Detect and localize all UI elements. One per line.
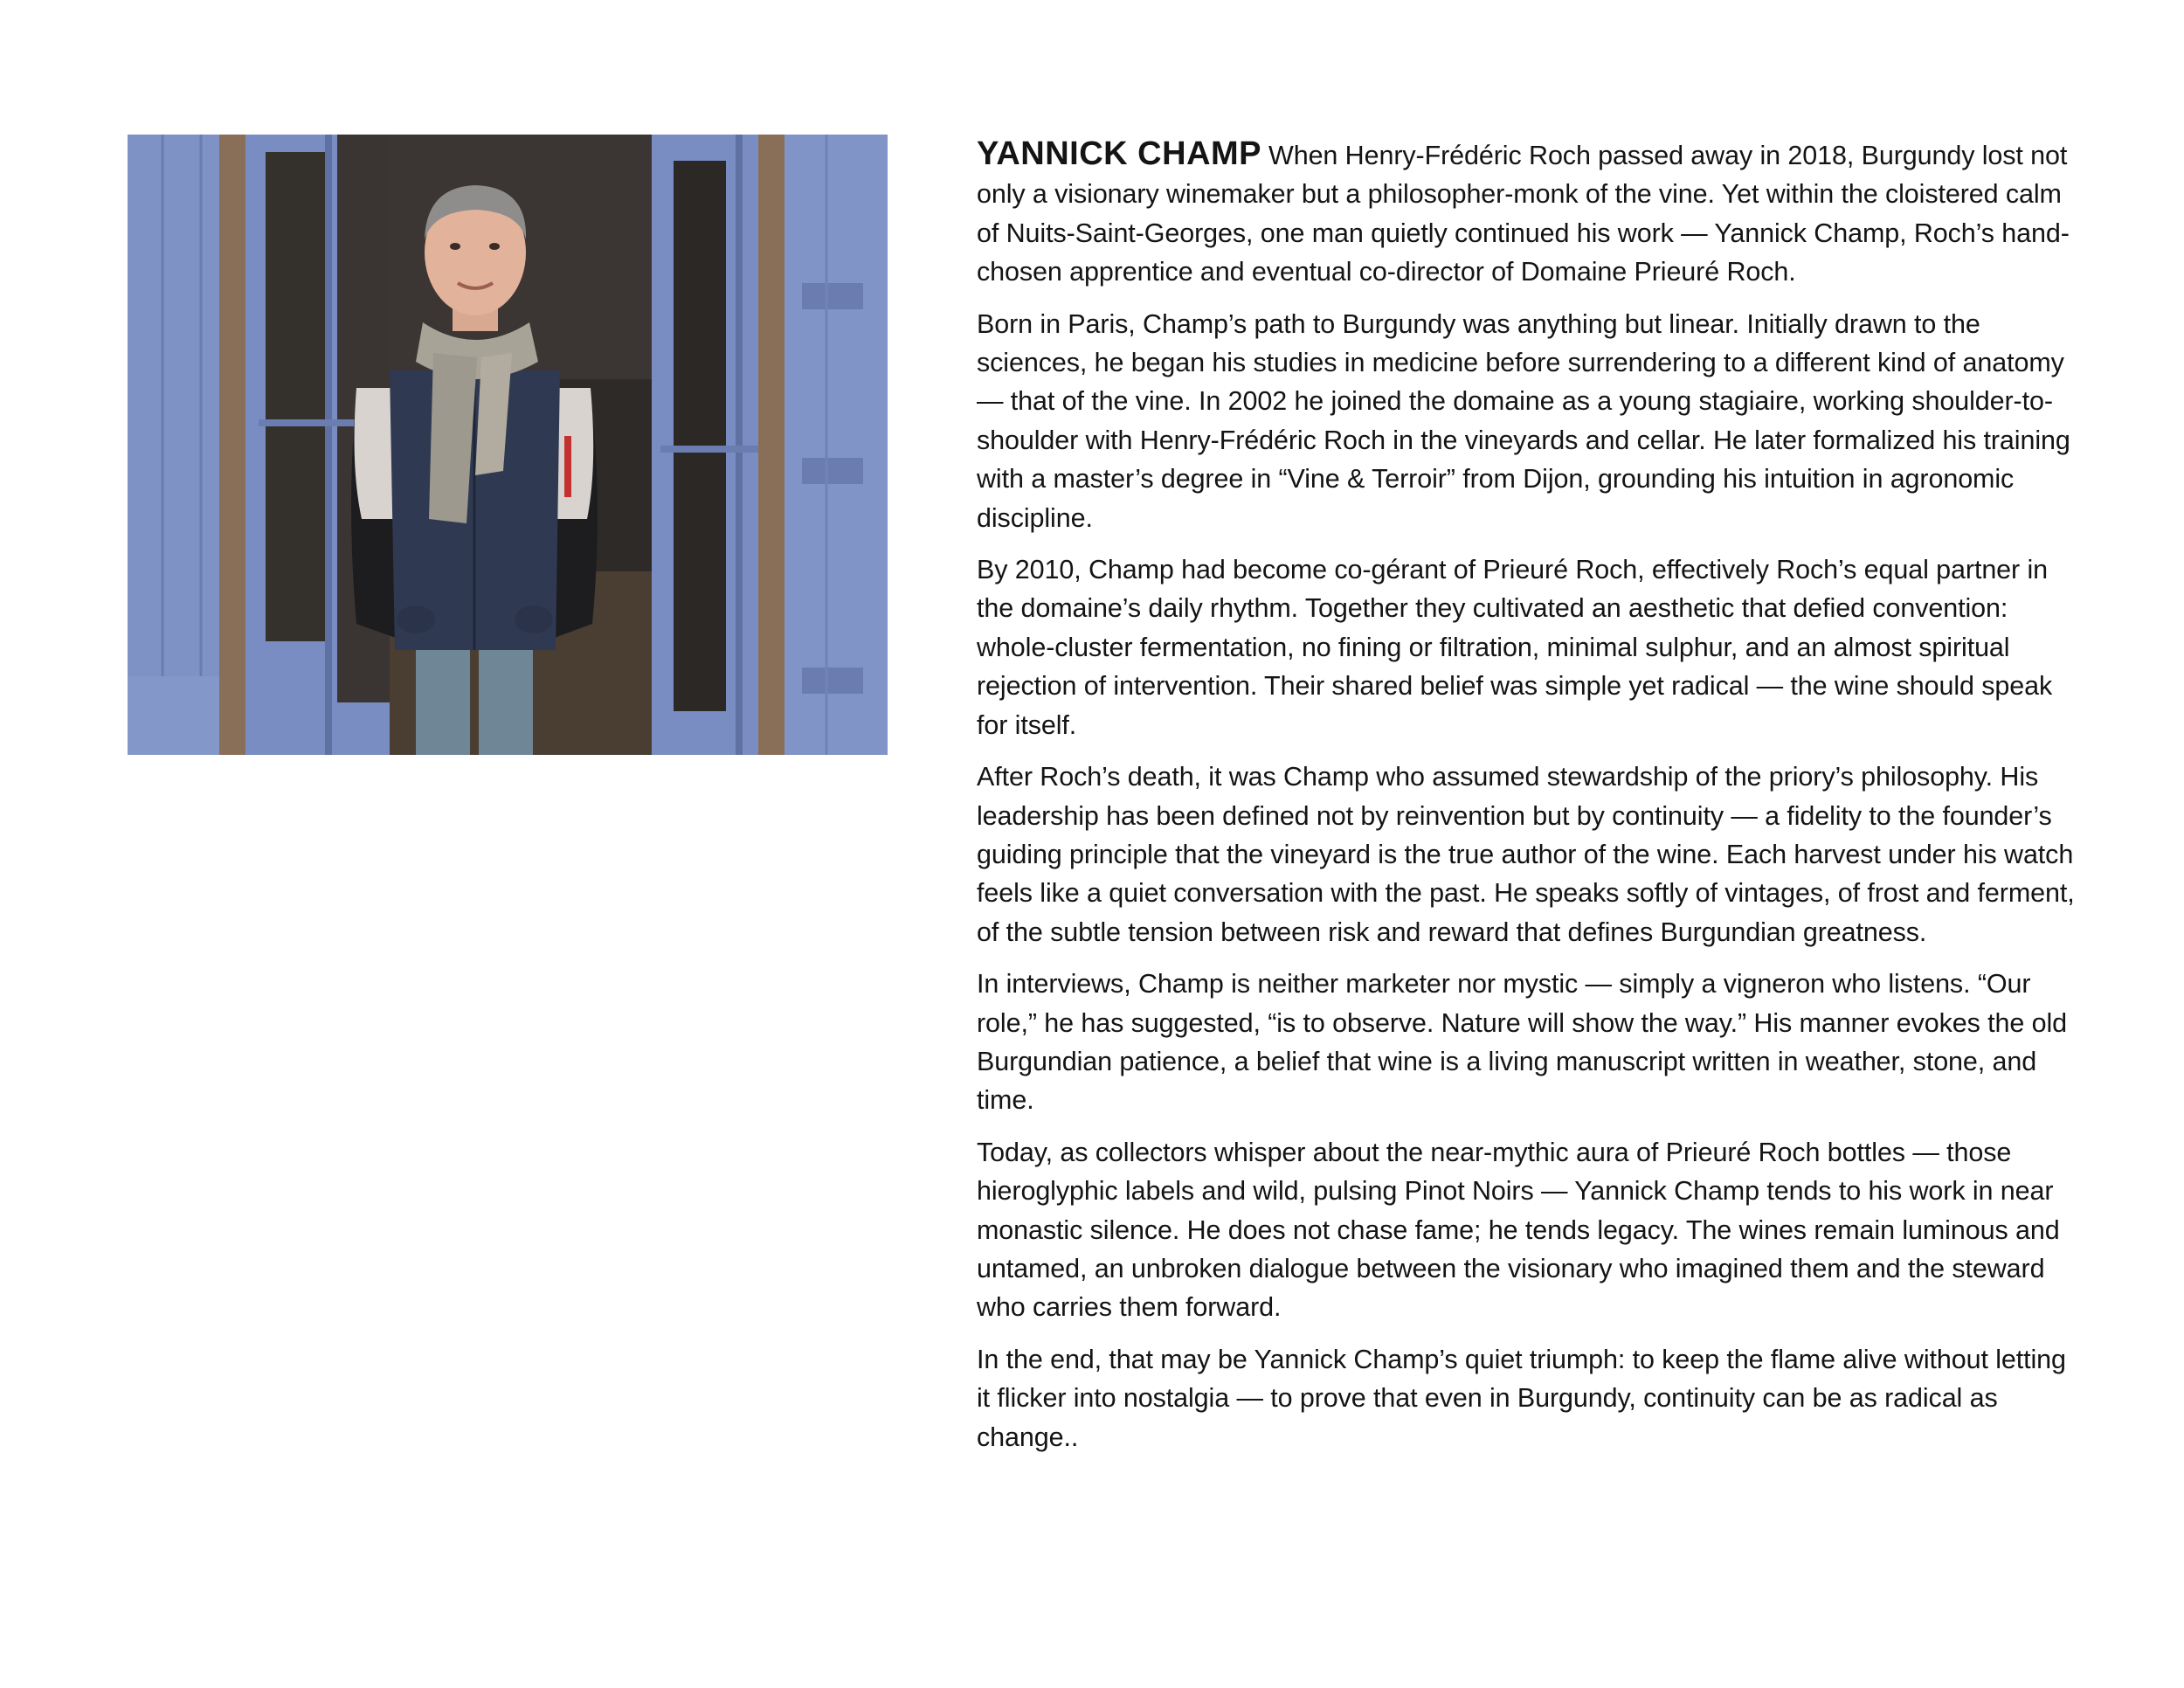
subject-name: YANNICK CHAMP <box>977 135 1262 172</box>
article-paragraph-6: Today, as collectors whisper about the near-mythic aura of Prieuré Roch bottles — those hieroglyphic labels and wild, pulsing Pinot Noirs — Yannick Champ tends to his work in near monastic silence. He does not chase fame; he tends legacy. The wines remain luminous and untamed, an unbroken dialogue between the visionary who imagined them and the steward who carries them forward. <box>977 1137 2060 1323</box>
portrait-illustration <box>128 135 888 755</box>
portrait-photo <box>128 135 888 755</box>
article-paragraph-5: In interviews, Champ is neither marketer nor mystic — simply a vigneron who listens. “Our role,” he has suggested, “is to observe. Nature will show the way.” His manner evokes the old Burgundian patience, a belief that wine is a living manuscript written in weather, stone, and time. <box>977 969 2068 1116</box>
article-body <box>977 135 2086 1470</box>
article-paragraph-3: By 2010, Champ had become co-gérant of Prieuré Roch, effectively Roch’s equal partner in the domaine’s daily rhythm. Together they cultivated an aesthetic that defied convention: whole-cluster fermentation, no fining or filtration, minimal sulphur, and an almost spiritual rejection of intervention. Their shared belief was simple yet radical — the wine should speak for itself. <box>977 555 2053 740</box>
article-paragraph-7: In the end, that may be Yannick Champ’s quiet triumph: to keep the flame alive without letting it flicker into nostalgia — to prove that even in Burgundy, continuity can be as radical as change.. <box>977 1344 2066 1452</box>
article-paragraph-2: Born in Paris, Champ’s path to Burgundy was anything but linear. Initially drawn to the sciences, he began his studies in medicine before surrendering to a different kind of anatomy — that of the vine. In 2002 he joined the domaine as a young stagiaire, working shoulder-to-shoulder with Henry-Frédéric Roch in the vineyards and cellar. He later formalized his training with a master’s degree in “Vine & Terroir” from Dijon, grounding his intuition in agronomic discipline. <box>977 308 2070 533</box>
article-paragraph-4: After Roch’s death, it was Champ who assumed stewardship of the priory’s philosophy. His leadership has been defined not by reinvention but by continuity — a fidelity to the founder’s guiding principle that the vineyard is the true author of the wine. Each harvest under his watch feels like a quiet conversation with the past. He speaks softly of vintages, of frost and ferment, of the subtle tension between risk and reward that defines Burgundian greatness. <box>977 762 2075 947</box>
article-paragraph-1 <box>977 135 2086 292</box>
right-shutter <box>784 135 888 755</box>
paragraph-text: When Henry-Frédéric Roch passed away in 2018, Burgundy lost not only a visionary winemaker but a philosopher-monk of the vine. Yet within the cloistered calm of Nuits-Saint-Georges, one man quietly continued his work — Yannick Champ, Roch’s hand-chosen apprentice and eventual co-director of Domaine Prieuré Roch. <box>977 141 2070 287</box>
